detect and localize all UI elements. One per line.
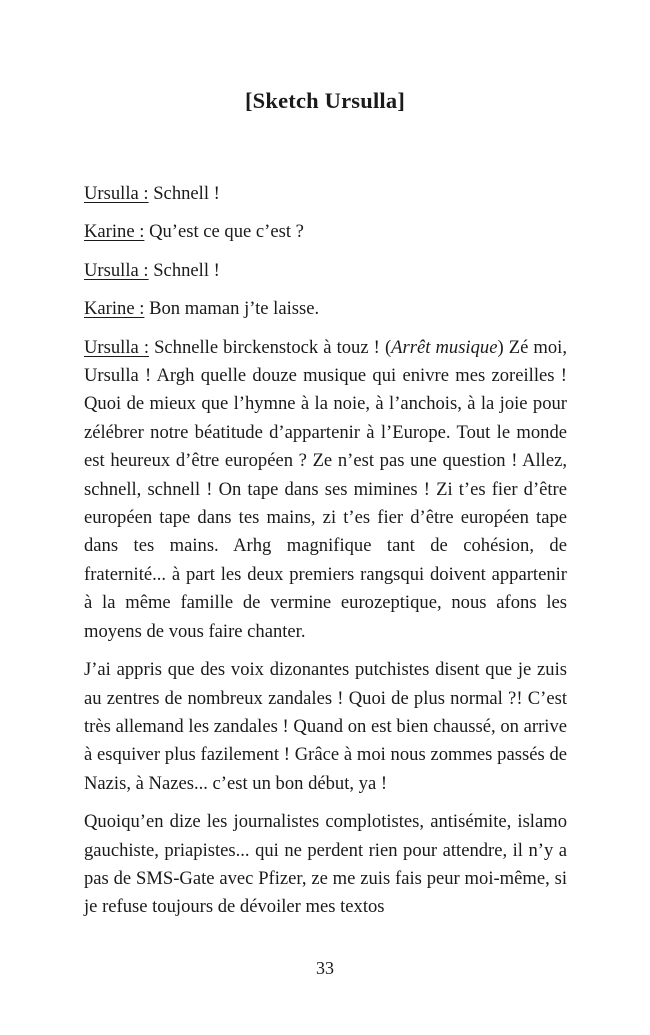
dialogue-text: Bon maman j’te laisse. [149, 298, 320, 320]
monologue-line [84, 334, 567, 646]
paragraph: Quoiqu’en dize les journalistes complotistes, antisémite, islamo gauchiste, priapistes... qui ne perdent rien pour attendre, il n’y a pas de SMS-Gate avec Pfizer, ze me zuis fais peur moi-même, si je refuse toujours de dévoiler mes textos [84, 811, 567, 918]
dialogue-line [84, 295, 567, 323]
speaker-label: Karine : [84, 221, 145, 243]
page-body [84, 180, 567, 932]
page-number: 33 [316, 958, 334, 978]
sketch-title: [Sketch Ursulla] [244, 88, 406, 113]
speaker-label: Ursulla : [84, 336, 149, 358]
dialogue-line [84, 180, 567, 208]
speaker-label: Ursulla : [84, 183, 149, 204]
dialogue-text: Schnell ! [153, 259, 220, 281]
speaker-label: Ursulla : [84, 259, 149, 281]
dialogue-line [84, 218, 567, 246]
dialogue-text: Schnell ! [153, 183, 220, 204]
dialogue-text: Qu’est ce que c’est ? [149, 221, 304, 243]
monologue-text-rest: ) Zé moi, Ursulla ! Argh quelle douze musique qui enivre mes zoreilles ! Quoi de mieux que l’hymne à la noie, à l’anchois, à la joie pour zélébrer notre béatitude d’appartenir à l’Europe. Tout le monde est heureux d’être européen ? Ze n’est pas une question ! Allez, schnell, schnell ! On tape dans ses mimines ! Zi t’es fier d’être européen tape dans tes mains, zi t’es fier d’être européen tape dans tes mains. Arhg magnifique tant de cohésion, de fraternité... à part les deux premiers rangsqui doivent appartenir à la même famille de vermine eurozeptique, nous afons les moyens de vous faire chanter. [84, 336, 567, 642]
dialogue-line [84, 257, 567, 285]
monologue-text-start: Schnelle birckenstock à touz ! ( [154, 336, 392, 358]
stage-direction: Arrêt musique [391, 336, 498, 358]
speaker-label: Karine : [84, 298, 145, 320]
paragraph: J’ai appris que des voix dizonantes putchistes disent que je zuis au zentres de nombreux zandales ! Quoi de plus normal ?! C’est très allemand les zandales ! Quand on est bien chaussé, on arrive à esquiver plus fazilement ! Grâce à moi nous zommes passés de Nazis, à Nazes... c’est un bon début, ya ! [84, 659, 567, 794]
